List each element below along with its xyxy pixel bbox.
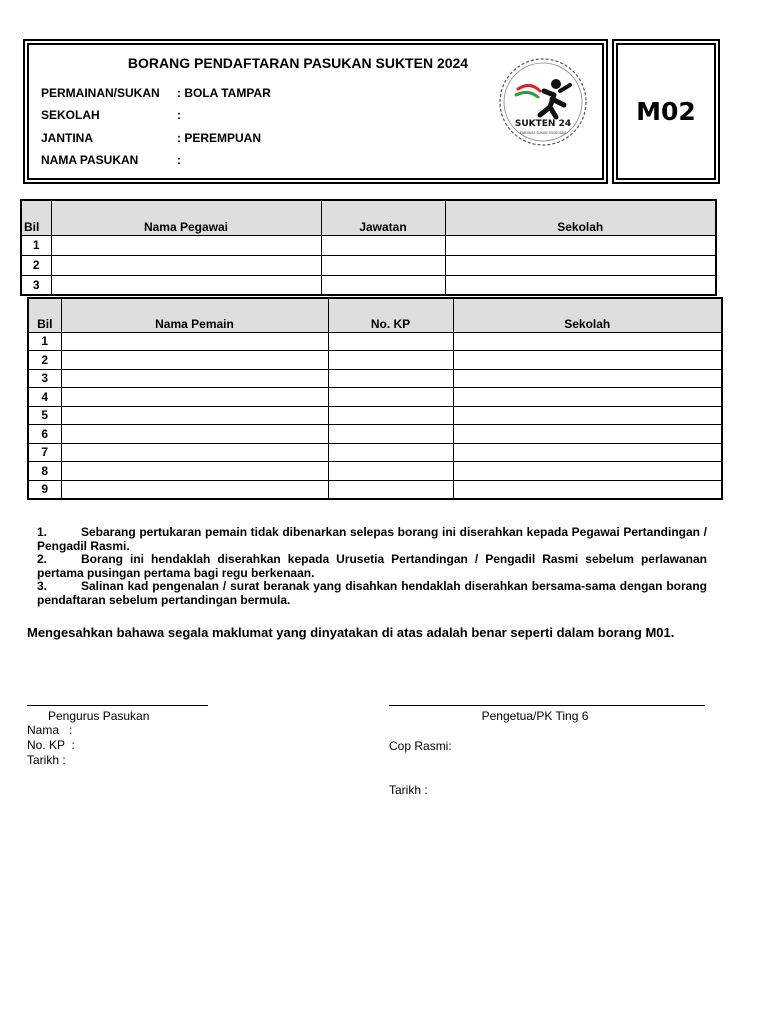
table-row — [21, 275, 716, 295]
row-number: 6 — [28, 425, 61, 444]
table-header-row — [21, 200, 716, 235]
confirmation-statement: Mengesahkan bahawa segala maklumat yang dinyatakan di atas adalah benar seperti dalam borang M01. — [27, 625, 675, 640]
officials-table — [20, 199, 717, 296]
header-sekolah: Sekolah — [445, 200, 716, 235]
signature-role-right: Pengetua/PK Ting 6 — [481, 709, 589, 723]
cell-jawatan[interactable] — [321, 255, 445, 275]
cell-nama-pemain[interactable] — [61, 462, 328, 481]
table-row — [28, 480, 722, 499]
cell-sekolah[interactable] — [445, 235, 716, 255]
form-title: BORANG PENDAFTARAN PASUKAN SUKTEN 2024 — [127, 55, 469, 71]
header-bil: Bil — [28, 298, 61, 332]
form-code-box — [612, 39, 720, 184]
cell-nama-pemain[interactable] — [61, 443, 328, 462]
header-no-kp: No. KP — [328, 298, 453, 332]
field-jantina — [41, 131, 261, 145]
note-text: Sebarang pertukaran pemain tidak dibenarkan selepas borang ini diserahkan kepada Pegawai Pertandingan / Pengadil Rasmi. — [37, 525, 707, 553]
cell-no-kp[interactable] — [328, 480, 453, 499]
signature-line-left — [27, 705, 208, 706]
header-jawatan: Jawatan — [321, 200, 445, 235]
cell-nama-pegawai[interactable] — [51, 235, 321, 255]
table-row — [28, 443, 722, 462]
sukten-logo — [494, 53, 592, 151]
note-text: Borang ini hendaklah diserahkan kepada Urusetia Pertandingan / Pengadil Rasmi sebelum perlawanan pertama pusingan pertama bagi regu berkenaan. — [37, 552, 707, 580]
cell-sekolah[interactable] — [453, 443, 722, 462]
field-label: PERMAINAN/SUKAN — [41, 86, 160, 100]
logo-text: SUKTEN 24 — [514, 119, 572, 129]
row-number: 8 — [28, 462, 61, 481]
table-row — [28, 369, 722, 388]
cell-sekolah[interactable] — [453, 480, 722, 499]
header-sekolah: Sekolah — [453, 298, 722, 332]
cell-no-kp[interactable] — [328, 388, 453, 407]
table-row — [28, 332, 722, 351]
cell-sekolah[interactable] — [453, 462, 722, 481]
sukten-logo-icon — [494, 53, 592, 151]
cell-sekolah[interactable] — [453, 351, 722, 370]
cell-no-kp[interactable] — [328, 369, 453, 388]
signature-nama: Nama : — [27, 723, 73, 737]
field-label: NAMA PASUKAN — [41, 153, 139, 167]
form-header-inner — [27, 43, 604, 180]
signature-nokp: No. KP : — [27, 738, 75, 752]
header-bil: Bil — [21, 200, 51, 235]
cell-sekolah[interactable] — [453, 369, 722, 388]
row-number: 1 — [28, 332, 61, 351]
cell-nama-pemain[interactable] — [61, 425, 328, 444]
cell-no-kp[interactable] — [328, 406, 453, 425]
row-number: 4 — [28, 388, 61, 407]
signature-line-right — [389, 705, 705, 706]
table-row — [28, 462, 722, 481]
field-label: SEKOLAH — [41, 108, 100, 122]
table-row — [28, 388, 722, 407]
table-header-row — [28, 298, 722, 332]
cell-nama-pemain[interactable] — [61, 369, 328, 388]
field-value: : — [177, 108, 181, 122]
cell-sekolah[interactable] — [445, 275, 716, 295]
row-number: 3 — [21, 275, 51, 295]
notes-section — [37, 526, 707, 607]
field-value: : PEREMPUAN — [177, 131, 262, 145]
row-number: 2 — [28, 351, 61, 370]
note-text: Salinan kad pengenalan / surat beranak yang disahkan hendaklah diserahkan bersama-sama dengan borang pendaftaran sebelum pertandingan bermula. — [37, 579, 707, 607]
signature-cop-rasmi: Cop Rasmi: — [389, 739, 452, 753]
header-nama-pegawai: Nama Pegawai — [51, 200, 321, 235]
cell-nama-pemain[interactable] — [61, 480, 328, 499]
cell-nama-pemain[interactable] — [61, 388, 328, 407]
signature-tarikh-left: Tarikh : — [27, 753, 66, 767]
field-sekolah — [41, 108, 181, 122]
cell-no-kp[interactable] — [328, 425, 453, 444]
cell-nama-pemain[interactable] — [61, 332, 328, 351]
cell-sekolah[interactable] — [453, 388, 722, 407]
cell-sekolah[interactable] — [453, 332, 722, 351]
cell-no-kp[interactable] — [328, 462, 453, 481]
row-number: 2 — [21, 255, 51, 275]
table-row — [28, 406, 722, 425]
cell-jawatan[interactable] — [321, 275, 445, 295]
cell-nama-pegawai[interactable] — [51, 275, 321, 295]
header-nama-pemain: Nama Pemain — [61, 298, 328, 332]
note-item — [37, 553, 707, 580]
cell-no-kp[interactable] — [328, 351, 453, 370]
cell-nama-pemain[interactable] — [61, 406, 328, 425]
cell-jawatan[interactable] — [321, 235, 445, 255]
note-number: 2. — [37, 552, 48, 566]
note-number: 1. — [37, 525, 48, 539]
form-code: M02 — [616, 43, 716, 180]
signature-tarikh-right: Tarikh : — [389, 783, 428, 797]
row-number: 7 — [28, 443, 61, 462]
note-number: 3. — [37, 579, 48, 593]
cell-no-kp[interactable] — [328, 443, 453, 462]
field-value: : — [177, 153, 181, 167]
cell-sekolah[interactable] — [453, 406, 722, 425]
cell-nama-pemain[interactable] — [61, 351, 328, 370]
field-value: : BOLA TAMPAR — [177, 86, 271, 100]
cell-sekolah[interactable] — [453, 425, 722, 444]
table-row — [21, 255, 716, 275]
cell-no-kp[interactable] — [328, 332, 453, 351]
note-item — [37, 580, 707, 607]
table-row — [21, 235, 716, 255]
logo-subtext: KARNIVAL SUKAN TENGGARA — [519, 131, 567, 135]
field-permainan — [41, 86, 271, 100]
signature-role-left: Pengurus Pasukan — [48, 709, 150, 723]
table-row — [28, 425, 722, 444]
form-header — [23, 39, 608, 184]
row-number: 9 — [28, 480, 61, 499]
row-number: 1 — [21, 235, 51, 255]
field-label: JANTINA — [41, 131, 94, 145]
row-number: 5 — [28, 406, 61, 425]
field-nama-pasukan — [41, 153, 181, 167]
note-item — [37, 526, 707, 553]
table-row — [28, 351, 722, 370]
cell-sekolah[interactable] — [445, 255, 716, 275]
row-number: 3 — [28, 369, 61, 388]
players-table — [27, 297, 723, 500]
cell-nama-pegawai[interactable] — [51, 255, 321, 275]
